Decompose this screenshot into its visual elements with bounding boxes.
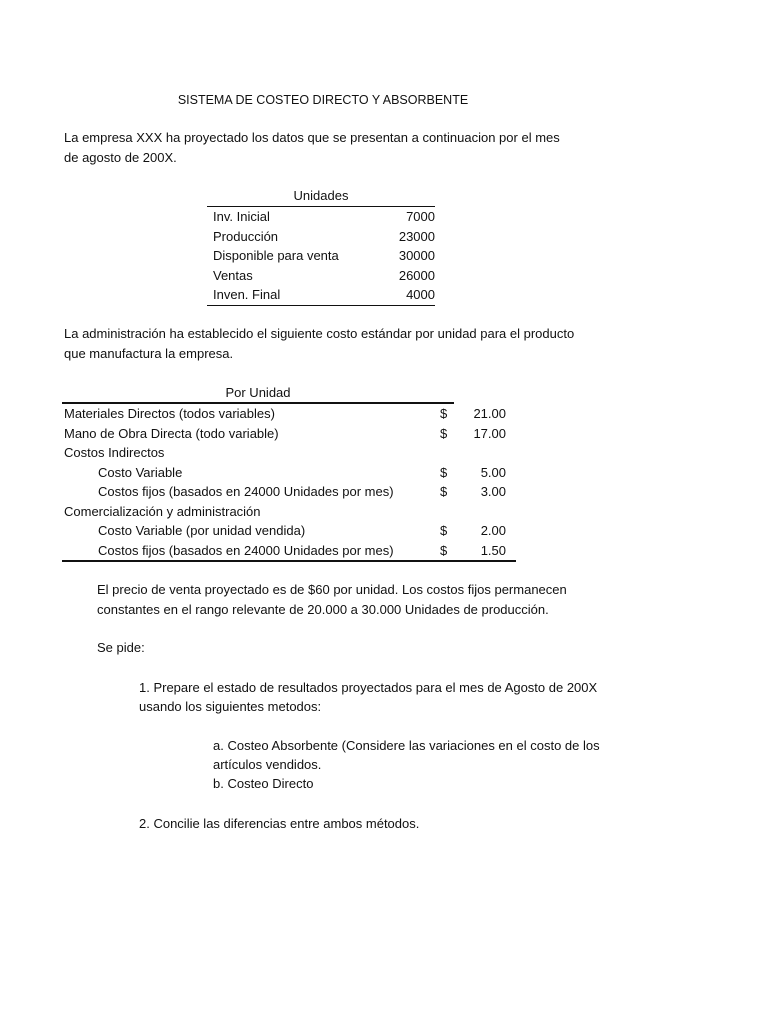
cost-table <box>62 383 516 562</box>
row-value: 5.00 <box>480 464 506 480</box>
table-row <box>62 443 516 463</box>
intro-line-1: La empresa XXX ha proyectado los datos que se presentan a continuacion por el mes <box>64 130 560 145</box>
row-value: 3.00 <box>480 484 506 499</box>
row-value: 4000 <box>406 287 435 302</box>
table-row <box>62 521 516 541</box>
task-1-line-2: usando los siguientes metodos: <box>139 699 322 714</box>
row-label: Costo Variable <box>98 464 183 480</box>
currency-symbol: $ <box>440 523 448 538</box>
intro-line-2: de agosto de 200X. <box>64 150 177 165</box>
row-value: 17.00 <box>473 425 506 441</box>
row-label: Costos fijos (basados en 24000 Unidades por mes) <box>98 484 394 499</box>
currency-symbol: $ <box>440 464 448 480</box>
currency-symbol: $ <box>440 406 448 421</box>
sub-b: b. Costeo Directo <box>213 776 314 791</box>
price-line-1: El precio de venta proyectado es de $60 por unidad. Los costos fijos permanecen <box>97 582 567 597</box>
row-value: 26000 <box>398 267 435 283</box>
table-row <box>62 482 516 502</box>
row-label: Mano de Obra Directa (todo variable) <box>64 425 279 441</box>
row-label: Costo Variable (por unidad vendida) <box>98 523 306 538</box>
currency-symbol: $ <box>440 542 448 558</box>
table-row <box>62 424 516 444</box>
row-label: Materiales Directos (todos variables) <box>64 406 275 421</box>
page-title: SISTEMA DE COSTEO DIRECTO Y ABSORBENTE <box>177 93 469 107</box>
row-label: Ventas <box>213 267 253 283</box>
task-1-line-1: 1. Prepare el estado de resultados proyectados para el mes de Agosto de 200X <box>139 680 598 695</box>
row-value: 7000 <box>406 209 435 224</box>
row-value: 23000 <box>398 228 435 244</box>
standard-cost-line-2: que manufactura la empresa. <box>64 346 234 361</box>
row-value: 30000 <box>398 248 435 263</box>
units-table <box>207 186 435 306</box>
row-label: Costos fijos (basados en 24000 Unidades por mes) <box>98 542 394 558</box>
sub-a-line-2: artículos vendidos. <box>213 757 322 772</box>
se-pide-label: Se pide: <box>97 640 145 655</box>
row-label: Inv. Inicial <box>213 209 270 224</box>
row-value: 21.00 <box>473 406 506 421</box>
row-label: Producción <box>213 228 279 244</box>
table-row <box>207 207 435 227</box>
cost-table-header: Por Unidad <box>62 383 454 404</box>
row-value: 1.50 <box>480 542 506 558</box>
row-value: 2.00 <box>480 523 506 538</box>
table-row <box>207 227 435 247</box>
row-label: Inven. Final <box>213 287 281 302</box>
table-row <box>207 266 435 286</box>
currency-symbol: $ <box>440 484 448 499</box>
row-label: Comercialización y administración <box>64 503 261 519</box>
row-label: Disponible para venta <box>213 248 339 263</box>
standard-cost-line-1: La administración ha establecido el siguiente costo estándar por unidad para el producto <box>64 326 575 341</box>
sub-a-line-1: a. Costeo Absorbente (Considere las variaciones en el costo de los <box>213 738 600 753</box>
units-table-header: Unidades <box>207 186 435 207</box>
table-row <box>62 541 516 563</box>
table-row <box>62 404 516 424</box>
table-row <box>62 463 516 483</box>
table-row <box>207 285 435 306</box>
row-label: Costos Indirectos <box>64 445 165 460</box>
task-2: 2. Concilie las diferencias entre ambos métodos. <box>139 816 420 831</box>
price-line-2: constantes en el rango relevante de 20.000 a 30.000 Unidades de producción. <box>97 602 549 617</box>
table-row <box>207 246 435 266</box>
table-row <box>62 502 516 522</box>
currency-symbol: $ <box>440 425 448 441</box>
